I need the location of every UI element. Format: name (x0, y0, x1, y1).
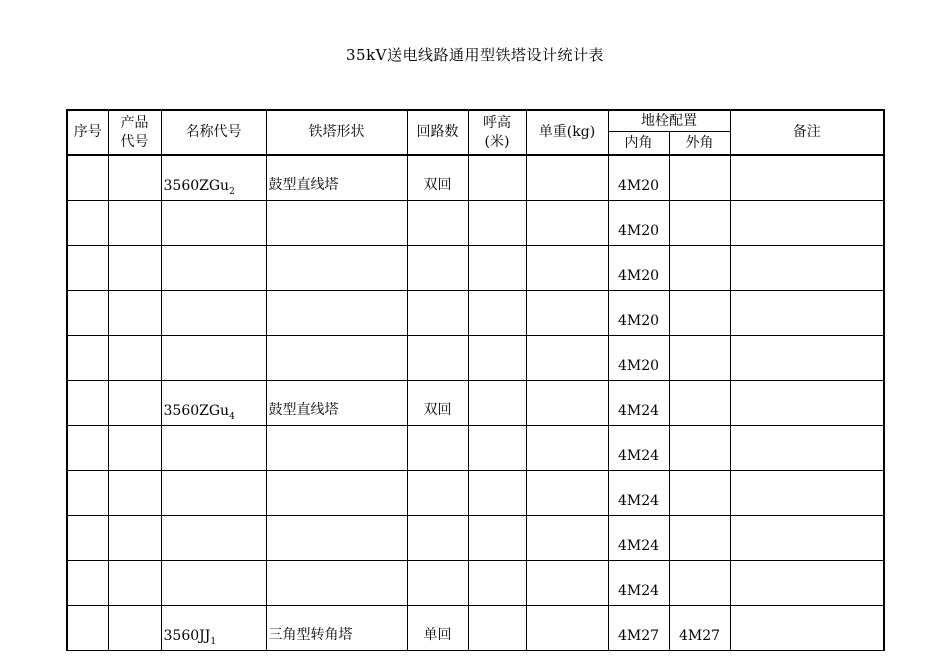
cell-remarks (730, 561, 884, 606)
cell-tower-shape (266, 471, 407, 516)
header-height-line1: 呼高 (483, 114, 511, 131)
cell-tower-shape: 鼓型直线塔 (266, 155, 407, 201)
cell-circuits (407, 336, 468, 381)
cell-unit-weight (526, 336, 608, 381)
cell-inner-angle: 4M24 (608, 381, 669, 426)
cell-circuits (407, 246, 468, 291)
cell-unit-weight (526, 201, 608, 246)
cell-outer-angle: 4M27 (669, 606, 730, 651)
cell-outer-angle (669, 471, 730, 516)
header-remarks: 备注 (730, 110, 884, 155)
table-body (67, 155, 884, 651)
header-anchor-bolt: 地栓配置 (608, 110, 730, 132)
cell-height (468, 155, 526, 201)
cell-height (468, 201, 526, 246)
cell-inner-angle: 4M24 (608, 426, 669, 471)
cell-product-code (108, 201, 161, 246)
cell-seq (67, 516, 108, 561)
cell-unit-weight (526, 246, 608, 291)
header-name-code: 名称代号 (161, 110, 266, 155)
header-inner-angle: 内角 (608, 132, 669, 156)
cell-product-code (108, 561, 161, 606)
cell-name-code (161, 426, 266, 471)
cell-inner-angle: 4M24 (608, 471, 669, 516)
cell-outer-angle (669, 155, 730, 201)
cell-height (468, 291, 526, 336)
table-row (67, 561, 884, 606)
cell-unit-weight (526, 516, 608, 561)
cell-remarks (730, 471, 884, 516)
table-row (67, 606, 884, 651)
name-code-base: 3560ZGu (163, 403, 230, 419)
cell-height (468, 516, 526, 561)
name-code-subscript: 1 (210, 637, 217, 647)
cell-name-code (161, 246, 266, 291)
cell-circuits: 单回 (407, 606, 468, 651)
cell-tower-shape (266, 201, 407, 246)
cell-name-code (161, 201, 266, 246)
table-row (67, 201, 884, 246)
header-height (468, 110, 526, 155)
cell-name-code (161, 291, 266, 336)
cell-seq (67, 426, 108, 471)
cell-circuits (407, 201, 468, 246)
cell-seq (67, 336, 108, 381)
header-seq: 序号 (67, 110, 108, 155)
cell-seq (67, 291, 108, 336)
cell-outer-angle (669, 381, 730, 426)
cell-height (468, 426, 526, 471)
cell-height (468, 561, 526, 606)
cell-outer-angle (669, 246, 730, 291)
cell-remarks (730, 155, 884, 201)
cell-product-code (108, 291, 161, 336)
cell-tower-shape (266, 561, 407, 606)
cell-tower-shape (266, 426, 407, 471)
cell-inner-angle: 4M24 (608, 561, 669, 606)
cell-product-code (108, 381, 161, 426)
cell-outer-angle (669, 291, 730, 336)
name-code-subscript: 4 (229, 412, 235, 422)
cell-name-code (161, 336, 266, 381)
cell-product-code (108, 155, 161, 201)
cell-unit-weight (526, 426, 608, 471)
cell-tower-shape (266, 516, 407, 561)
cell-seq (67, 606, 108, 651)
cell-remarks (730, 381, 884, 426)
cell-product-code (108, 606, 161, 651)
cell-inner-angle: 4M27 (608, 606, 669, 651)
cell-height (468, 336, 526, 381)
cell-inner-angle: 4M24 (608, 516, 669, 561)
cell-circuits: 双回 (407, 381, 468, 426)
cell-circuits: 双回 (407, 155, 468, 201)
header-product-code-line1: 产品 (120, 114, 149, 131)
table-row (67, 155, 884, 201)
cell-height (468, 246, 526, 291)
cell-seq (67, 246, 108, 291)
cell-tower-shape (266, 291, 407, 336)
header-product-code (108, 110, 161, 155)
cell-product-code (108, 336, 161, 381)
cell-seq (67, 201, 108, 246)
cell-seq (67, 155, 108, 201)
header-unit-weight: 单重(kg) (526, 110, 608, 155)
header-circuits: 回路数 (407, 110, 468, 155)
cell-inner-angle: 4M20 (608, 291, 669, 336)
cell-outer-angle (669, 336, 730, 381)
cell-tower-shape (266, 246, 407, 291)
table-row (67, 426, 884, 471)
cell-height (468, 381, 526, 426)
cell-remarks (730, 516, 884, 561)
cell-seq (67, 561, 108, 606)
cell-name-code (161, 155, 266, 201)
cell-remarks (730, 201, 884, 246)
name-code-base: 3560JJ (163, 628, 211, 644)
cell-outer-angle (669, 516, 730, 561)
cell-remarks (730, 336, 884, 381)
header-height-line2: (米) (484, 133, 510, 150)
cell-inner-angle: 4M20 (608, 201, 669, 246)
header-product-code-line2: 代号 (120, 133, 149, 150)
cell-product-code (108, 246, 161, 291)
cell-circuits (407, 426, 468, 471)
cell-inner-angle: 4M20 (608, 336, 669, 381)
tower-stats-table (66, 109, 885, 651)
name-code-subscript: 2 (229, 187, 235, 197)
cell-inner-angle: 4M20 (608, 155, 669, 201)
cell-remarks (730, 426, 884, 471)
cell-product-code (108, 426, 161, 471)
cell-circuits (407, 516, 468, 561)
cell-product-code (108, 471, 161, 516)
cell-name-code (161, 561, 266, 606)
name-code-base: 3560ZGu (163, 178, 230, 194)
cell-outer-angle (669, 426, 730, 471)
cell-unit-weight (526, 291, 608, 336)
cell-name-code (161, 381, 266, 426)
table-row (67, 291, 884, 336)
cell-height (468, 606, 526, 651)
cell-outer-angle (669, 201, 730, 246)
header-outer-angle: 外角 (669, 132, 730, 156)
table-row (67, 516, 884, 561)
page-title: 35kV送电线路通用型铁塔设计统计表 (345, 46, 604, 64)
table-row (67, 471, 884, 516)
table-row (67, 336, 884, 381)
cell-name-code (161, 606, 266, 651)
cell-circuits (407, 471, 468, 516)
cell-unit-weight (526, 471, 608, 516)
table-row (67, 381, 884, 426)
cell-height (468, 471, 526, 516)
cell-product-code (108, 516, 161, 561)
cell-tower-shape: 三角型转角塔 (266, 606, 407, 651)
cell-seq (67, 471, 108, 516)
cell-tower-shape: 鼓型直线塔 (266, 381, 407, 426)
cell-tower-shape (266, 336, 407, 381)
cell-outer-angle (669, 561, 730, 606)
table-row (67, 246, 884, 291)
cell-unit-weight (526, 155, 608, 201)
cell-name-code (161, 516, 266, 561)
header-tower-shape: 铁塔形状 (266, 110, 407, 155)
cell-remarks (730, 246, 884, 291)
cell-unit-weight (526, 606, 608, 651)
cell-seq (67, 381, 108, 426)
cell-inner-angle: 4M20 (608, 246, 669, 291)
cell-remarks (730, 291, 884, 336)
cell-unit-weight (526, 381, 608, 426)
cell-circuits (407, 561, 468, 606)
cell-name-code (161, 471, 266, 516)
cell-unit-weight (526, 561, 608, 606)
cell-remarks (730, 606, 884, 651)
cell-circuits (407, 291, 468, 336)
